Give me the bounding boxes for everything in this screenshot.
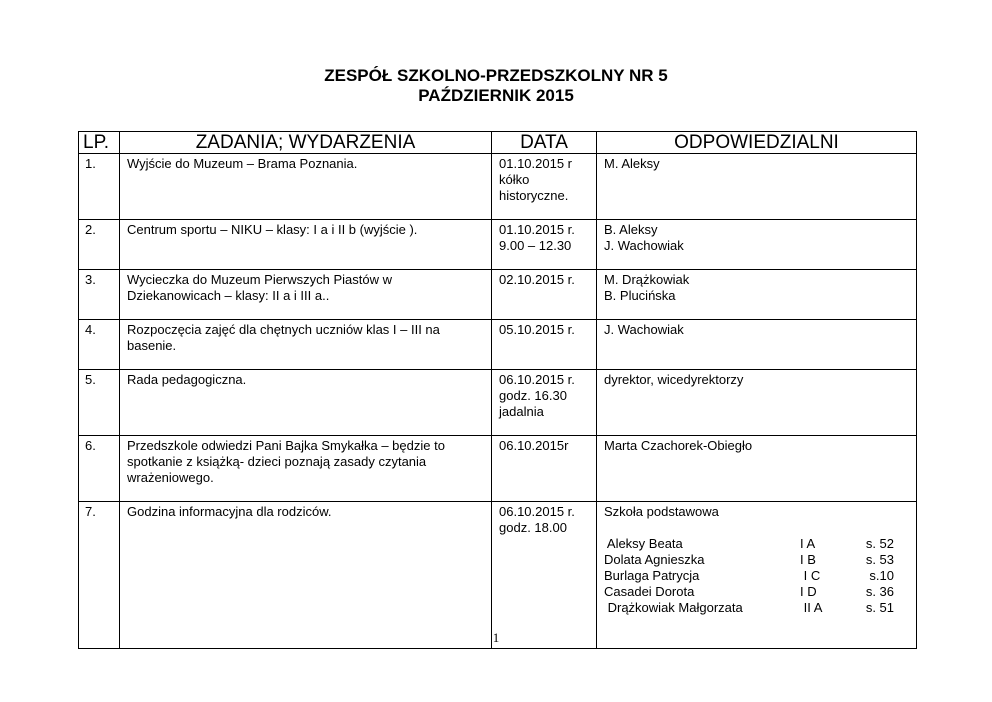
task-text: wrażeniowego. xyxy=(127,470,214,485)
staff-room: s.10 xyxy=(869,568,894,583)
responsible-text: M. Aleksy xyxy=(604,156,660,171)
document-title xyxy=(0,66,992,106)
date-text: 02.10.2015 r. xyxy=(499,272,575,287)
staff-name: Drążkowiak Małgorzata xyxy=(604,600,743,615)
cell-date xyxy=(492,270,597,320)
cell-lp: 7. xyxy=(79,502,120,649)
staff-list xyxy=(604,536,894,616)
staff-room: s. 51 xyxy=(865,600,894,615)
date-text: historyczne. xyxy=(499,188,569,203)
cell-lp: 2. xyxy=(79,220,120,270)
date-text: jadalnia xyxy=(499,404,544,419)
staff-name: Casadei Dorota xyxy=(604,584,695,599)
staff-room: s. 52 xyxy=(865,536,894,551)
cell-date xyxy=(492,320,597,370)
cell-task xyxy=(120,270,492,320)
date-text: 9.00 – 12.30 xyxy=(499,238,572,253)
staff-list-item xyxy=(604,584,894,600)
staff-class: I C xyxy=(800,568,821,583)
responsible-text: B. Plucińska xyxy=(604,288,676,303)
task-text: Godzina informacyjna dla rodziców. xyxy=(127,504,332,519)
header-lp: LP. xyxy=(79,132,120,154)
cell-date xyxy=(492,436,597,502)
date-text: godz. 18.00 xyxy=(499,520,567,535)
responsible-text: Szkoła podstawowa xyxy=(604,504,719,519)
cell-lp: 3. xyxy=(79,270,120,320)
responsible-text: Marta Czachorek-Obiegło xyxy=(604,438,753,453)
date-text: 01.10.2015 r. xyxy=(499,222,575,237)
cell-responsible xyxy=(597,502,917,649)
table-row xyxy=(79,502,917,649)
cell-lp: 6. xyxy=(79,436,120,502)
date-text: kółko xyxy=(499,172,530,187)
cell-responsible xyxy=(597,370,917,436)
cell-lp: 1. xyxy=(79,154,120,220)
responsible-text: J. Wachowiak xyxy=(604,322,684,337)
table-header-row xyxy=(79,132,917,154)
staff-list-item xyxy=(604,568,894,584)
cell-date xyxy=(492,502,597,649)
cell-responsible xyxy=(597,270,917,320)
staff-class: I D xyxy=(800,584,817,599)
responsible-text: J. Wachowiak xyxy=(604,238,684,253)
task-text: Rada pedagogiczna. xyxy=(127,372,247,387)
task-text: spotkanie z książką- dzieci poznają zasady czytania xyxy=(127,454,427,469)
cell-task xyxy=(120,220,492,270)
task-text: Wyjście do Muzeum – Brama Poznania. xyxy=(127,156,358,171)
cell-date xyxy=(492,370,597,436)
table-row xyxy=(79,154,917,220)
staff-class: I B xyxy=(800,552,816,567)
staff-name: Dolata Agnieszka xyxy=(604,552,705,567)
cell-date xyxy=(492,154,597,220)
table-row xyxy=(79,320,917,370)
responsible-text: B. Aleksy xyxy=(604,222,658,237)
staff-name: Burlaga Patrycja xyxy=(604,568,700,583)
staff-class: II A xyxy=(800,600,823,615)
date-text: 01.10.2015 r xyxy=(499,156,573,171)
staff-room: s. 36 xyxy=(865,584,894,599)
cell-task xyxy=(120,436,492,502)
cell-task xyxy=(120,320,492,370)
staff-list-item xyxy=(604,536,894,552)
date-text: godz. 16.30 xyxy=(499,388,567,403)
staff-list-item xyxy=(604,552,894,568)
responsible-text: dyrektor, wicedyrektorzy xyxy=(604,372,744,387)
task-text: Centrum sportu – NIKU – klasy: I a i II b (wyjście ). xyxy=(127,222,418,237)
task-text: Przedszkole odwiedzi Pani Bajka Smykałka – będzie to xyxy=(127,438,445,453)
staff-name: Aleksy Beata xyxy=(604,536,683,551)
task-text: Rozpoczęcia zajęć dla chętnych uczniów klas I – III na xyxy=(127,322,440,337)
cell-task xyxy=(120,502,492,649)
title-school: ZESPÓŁ SZKOLNO-PRZEDSZKOLNY NR 5 xyxy=(324,66,668,85)
date-text: 06.10.2015 r. xyxy=(499,372,575,387)
staff-class: I A xyxy=(800,536,816,551)
task-text: Wycieczka do Muzeum Pierwszych Piastów w xyxy=(127,272,393,287)
table-row xyxy=(79,270,917,320)
header-responsible: ODPOWIEDZIALNI xyxy=(597,132,917,154)
task-text: Dziekanowicach – klasy: II a i III a.. xyxy=(127,288,330,303)
table-row xyxy=(79,370,917,436)
header-task: ZADANIA; WYDARZENIA xyxy=(120,132,492,154)
date-text: 06.10.2015 r. xyxy=(499,504,575,519)
task-text: basenie. xyxy=(127,338,177,353)
header-date: DATA xyxy=(492,132,597,154)
cell-responsible xyxy=(597,436,917,502)
cell-responsible xyxy=(597,154,917,220)
schedule-table xyxy=(78,131,917,649)
cell-task xyxy=(120,370,492,436)
table-body xyxy=(79,154,917,649)
staff-list-item xyxy=(604,600,894,616)
table-row xyxy=(79,436,917,502)
cell-date xyxy=(492,220,597,270)
responsible-text: M. Drążkowiak xyxy=(604,272,690,287)
page-number: 1 xyxy=(492,630,500,645)
cell-lp: 5. xyxy=(79,370,120,436)
date-text: 06.10.2015r xyxy=(499,438,569,453)
table-row xyxy=(79,220,917,270)
title-month: PAŹDZIERNIK 2015 xyxy=(418,86,574,105)
cell-task xyxy=(120,154,492,220)
staff-room: s. 53 xyxy=(865,552,894,567)
cell-lp: 4. xyxy=(79,320,120,370)
cell-responsible xyxy=(597,220,917,270)
cell-responsible xyxy=(597,320,917,370)
date-text: 05.10.2015 r. xyxy=(499,322,575,337)
